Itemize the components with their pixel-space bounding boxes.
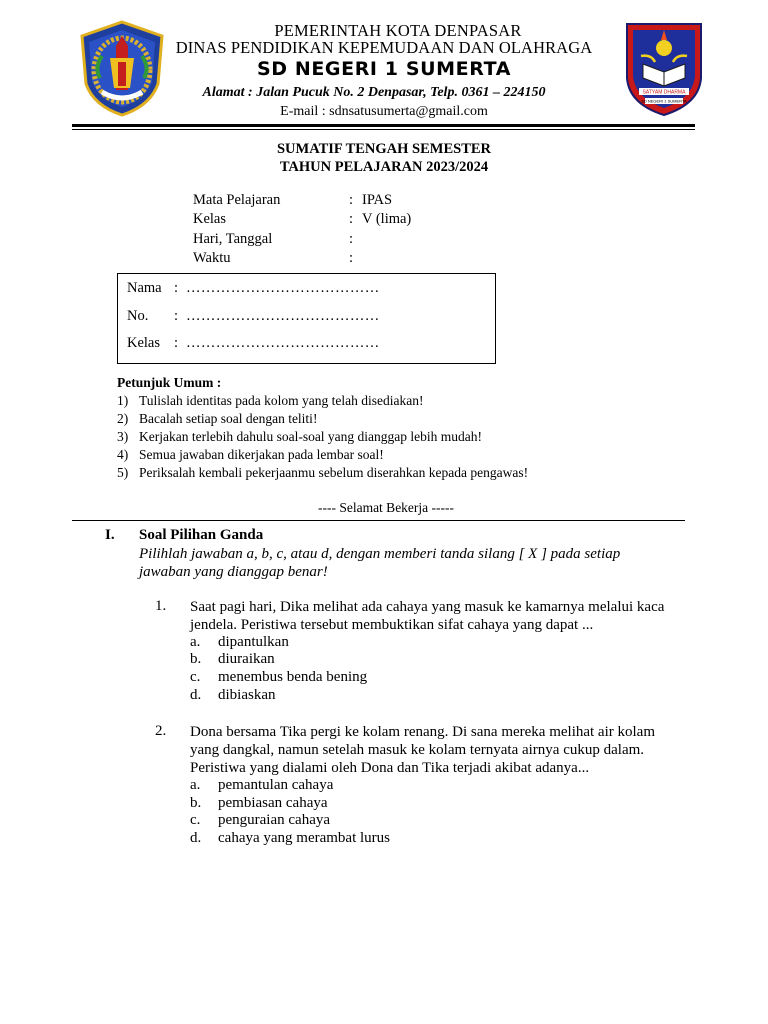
svg-text:SD NEGERI 1 SUMERTA: SD NEGERI 1 SUMERTA: [641, 98, 687, 104]
question-text: Saat pagi hari, Dika melihat ada cahaya yang masuk ke kamarnya melalui kaca jendela. Peristiwa tersebut membuktikan sifat cahaya yang dapat ...: [190, 599, 665, 633]
letterhead-department: DINAS PENDIDIKAN KEPEMUDAAN DAN OLAHRAGA: [175, 38, 593, 57]
sd-negeri-school-emblem-icon: [621, 18, 707, 118]
letterhead-rule-thick: [72, 124, 695, 127]
section-title: Soal Pilihan Ganda: [139, 527, 264, 543]
letterhead-email: E-mail : sdnsatusumerta@gmail.com: [280, 104, 488, 119]
section-number: I.: [105, 527, 115, 543]
exam-title: SUMATIF TENGAH SEMESTER: [276, 141, 492, 157]
exam-year: TAHUN PELAJARAN 2023/2024: [279, 159, 489, 175]
question-number: 1.: [155, 598, 167, 614]
greeting: ---- Selamat Bekerja -----: [317, 500, 455, 515]
question-number: 2.: [155, 723, 167, 739]
svg-text:SATYAM DHARMA: SATYAM DHARMA: [642, 89, 686, 96]
letterhead-government: PEMERINTAH KOTA DENPASAR: [274, 21, 522, 40]
question-text: Dona bersama Tika pergi ke kolam renang. Di sana mereka melihat air kolam yang dangkal, namun setelah masuk ke kolam ternyata airnya cukup dalam. Peristiwa yang dialami oleh Dona dan Tika terjadi akibat adanya...: [190, 724, 655, 776]
letterhead-rule-thin: [72, 129, 695, 130]
letterhead-address: Alamat : Jalan Pucuk No. 2 Denpasar, Telp. 0361 – 224150: [202, 85, 546, 100]
instructions-title: Petunjuk Umum :: [117, 375, 222, 390]
letterhead-school-name: SD NEGERI 1 SUMERTA: [256, 58, 512, 80]
section-divider: [72, 520, 685, 521]
section-instruction: Pilihlah jawaban a, b, c, atau d, dengan memberi tanda silang [ X ] pada setiap jawaban yang dianggap benar!: [139, 546, 621, 580]
